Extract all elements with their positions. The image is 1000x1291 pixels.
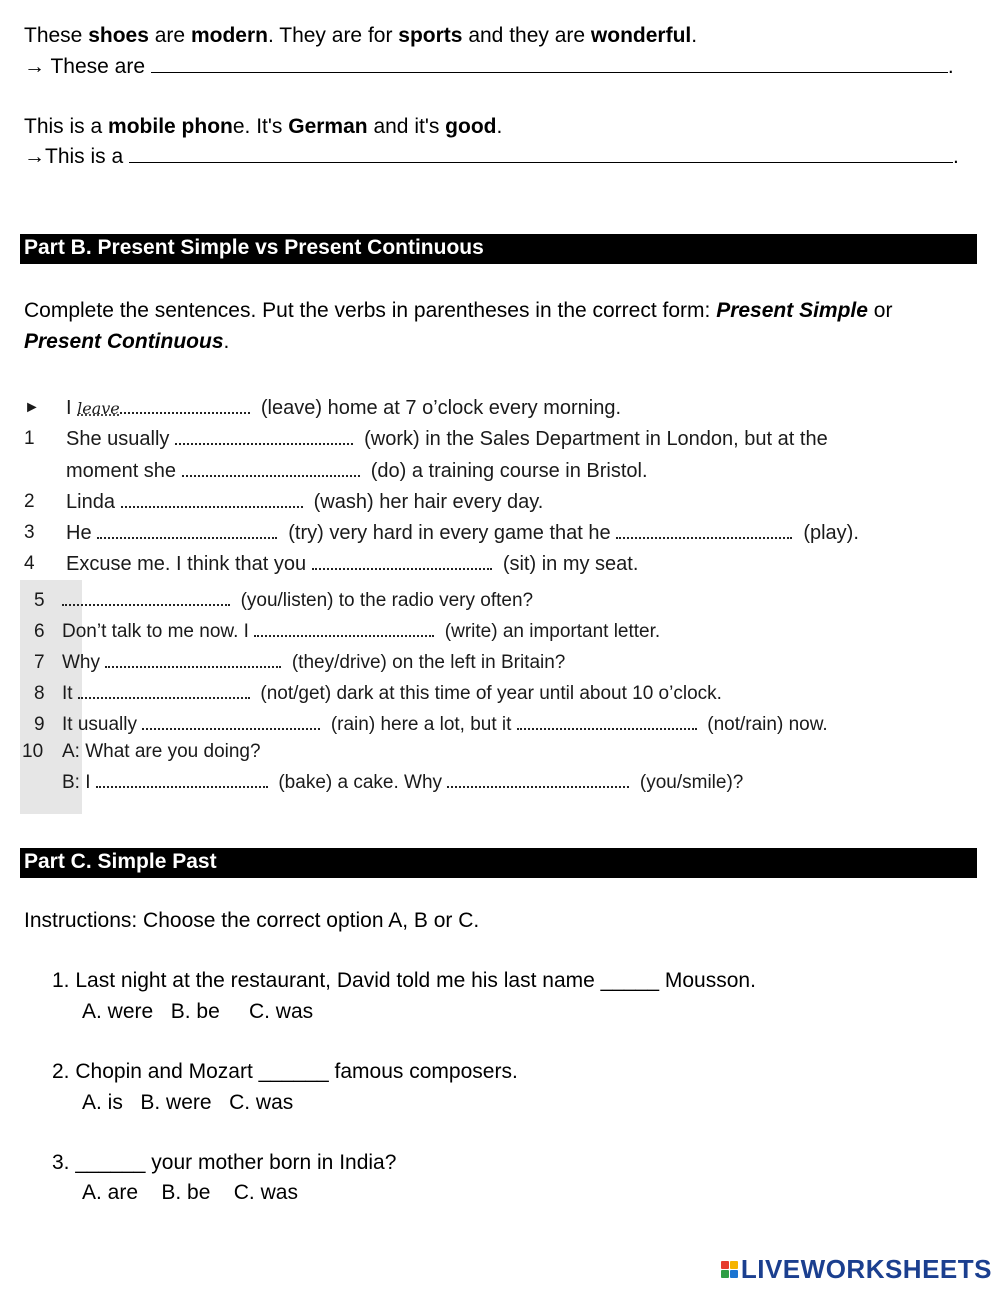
logo-square	[730, 1261, 738, 1269]
arrow-marker-icon: ►	[24, 399, 40, 416]
answer-blank[interactable]	[78, 683, 250, 699]
handwritten-answer: leave	[77, 399, 120, 418]
option-c[interactable]: C. was	[248, 1000, 314, 1023]
part-a-answer-line-1: → These are .	[24, 55, 954, 78]
logo-square	[721, 1270, 729, 1278]
answer-blank[interactable]	[616, 523, 792, 539]
answer-blank[interactable]	[97, 523, 277, 539]
answer-blank[interactable]	[142, 714, 320, 730]
answer-blank[interactable]	[105, 652, 281, 668]
question-3: 3. ______ your mother born in India?	[52, 1151, 397, 1174]
logo-square	[721, 1261, 729, 1269]
answer-blank[interactable]	[96, 772, 268, 788]
option-b[interactable]: B. be	[161, 1181, 211, 1204]
answer-blank[interactable]	[182, 461, 360, 477]
option-a[interactable]: A. were	[82, 1000, 154, 1023]
option-c[interactable]: C. was	[229, 1091, 294, 1114]
question-2: 2. Chopin and Mozart ______ famous composers.	[52, 1060, 518, 1083]
answer-blank[interactable]	[254, 621, 434, 637]
answer-blank[interactable]	[447, 772, 629, 788]
liveworksheets-logo[interactable]	[721, 1254, 992, 1285]
option-b[interactable]: B. were	[140, 1091, 212, 1114]
answer-blank[interactable]	[175, 429, 353, 445]
part-b-header: Part B. Present Simple vs Present Continuous	[20, 234, 977, 264]
answer-blank[interactable]	[517, 714, 697, 730]
logo-squares-icon	[721, 1261, 738, 1278]
logo-square	[730, 1270, 738, 1278]
answer-blank-2[interactable]	[129, 144, 953, 163]
option-a[interactable]: A. are	[82, 1181, 139, 1204]
question-1-options	[82, 999, 313, 1025]
question-3-options	[82, 1180, 298, 1206]
question-1: 1. Last night at the restaurant, David told me his last name _____ Mousson.	[52, 969, 756, 992]
answer-blank[interactable]	[62, 590, 230, 606]
answer-blank[interactable]	[121, 492, 303, 508]
part-c-instructions: Instructions: Choose the correct option A, B or C.	[24, 909, 480, 932]
answer-blank-1[interactable]	[151, 54, 948, 73]
part-a-sentence-2: This is a mobile phone. It's German and it's good.	[24, 115, 503, 138]
prompt-text: → These are	[24, 55, 146, 78]
part-c-header: Part C. Simple Past	[20, 848, 977, 878]
option-c[interactable]: C. was	[233, 1181, 298, 1204]
part-a-sentence-1: These shoes are modern. They are for sports and they are wonderful.	[24, 24, 698, 47]
question-2-options	[82, 1090, 293, 1116]
part-b-instructions: Complete the sentences. Put the verbs in parentheses in the correct form: Present Simple or Present Continuous.	[24, 299, 893, 353]
option-a[interactable]: A. is	[82, 1091, 123, 1114]
scanned-exercise: ► I leave (leave) home at 7 o’clock every morning. 1 She usually (work) in the Sales Department in London, but at the moment she (do) a training course in Bristol. 2 Linda (wash) her hair every day. 3 He (try) very hard in every game that he (play). 4 Excuse me. I think that you (sit) in my seat. 5 (you/listen) to the radio very often? 6 Don’t talk to me now. I (write) an important letter. 7 Why (they/drive) on the left in Britain? 8 It (not/get) dark at this time of year until about 10 o’clock. 9 It usually (rain) here a lot, but it (not/rain) now. 10 A: What are you doing? B: I (bake) a cake. Why (you/smile)?	[20, 380, 970, 814]
part-a-answer-line-2: →This is a .	[24, 145, 959, 168]
logo-text: LIVEWORKSHEETS	[740, 1254, 992, 1284]
answer-blank[interactable]	[312, 554, 492, 570]
option-b[interactable]: B. be	[170, 1000, 220, 1023]
prompt-text: →This is a	[24, 145, 124, 168]
